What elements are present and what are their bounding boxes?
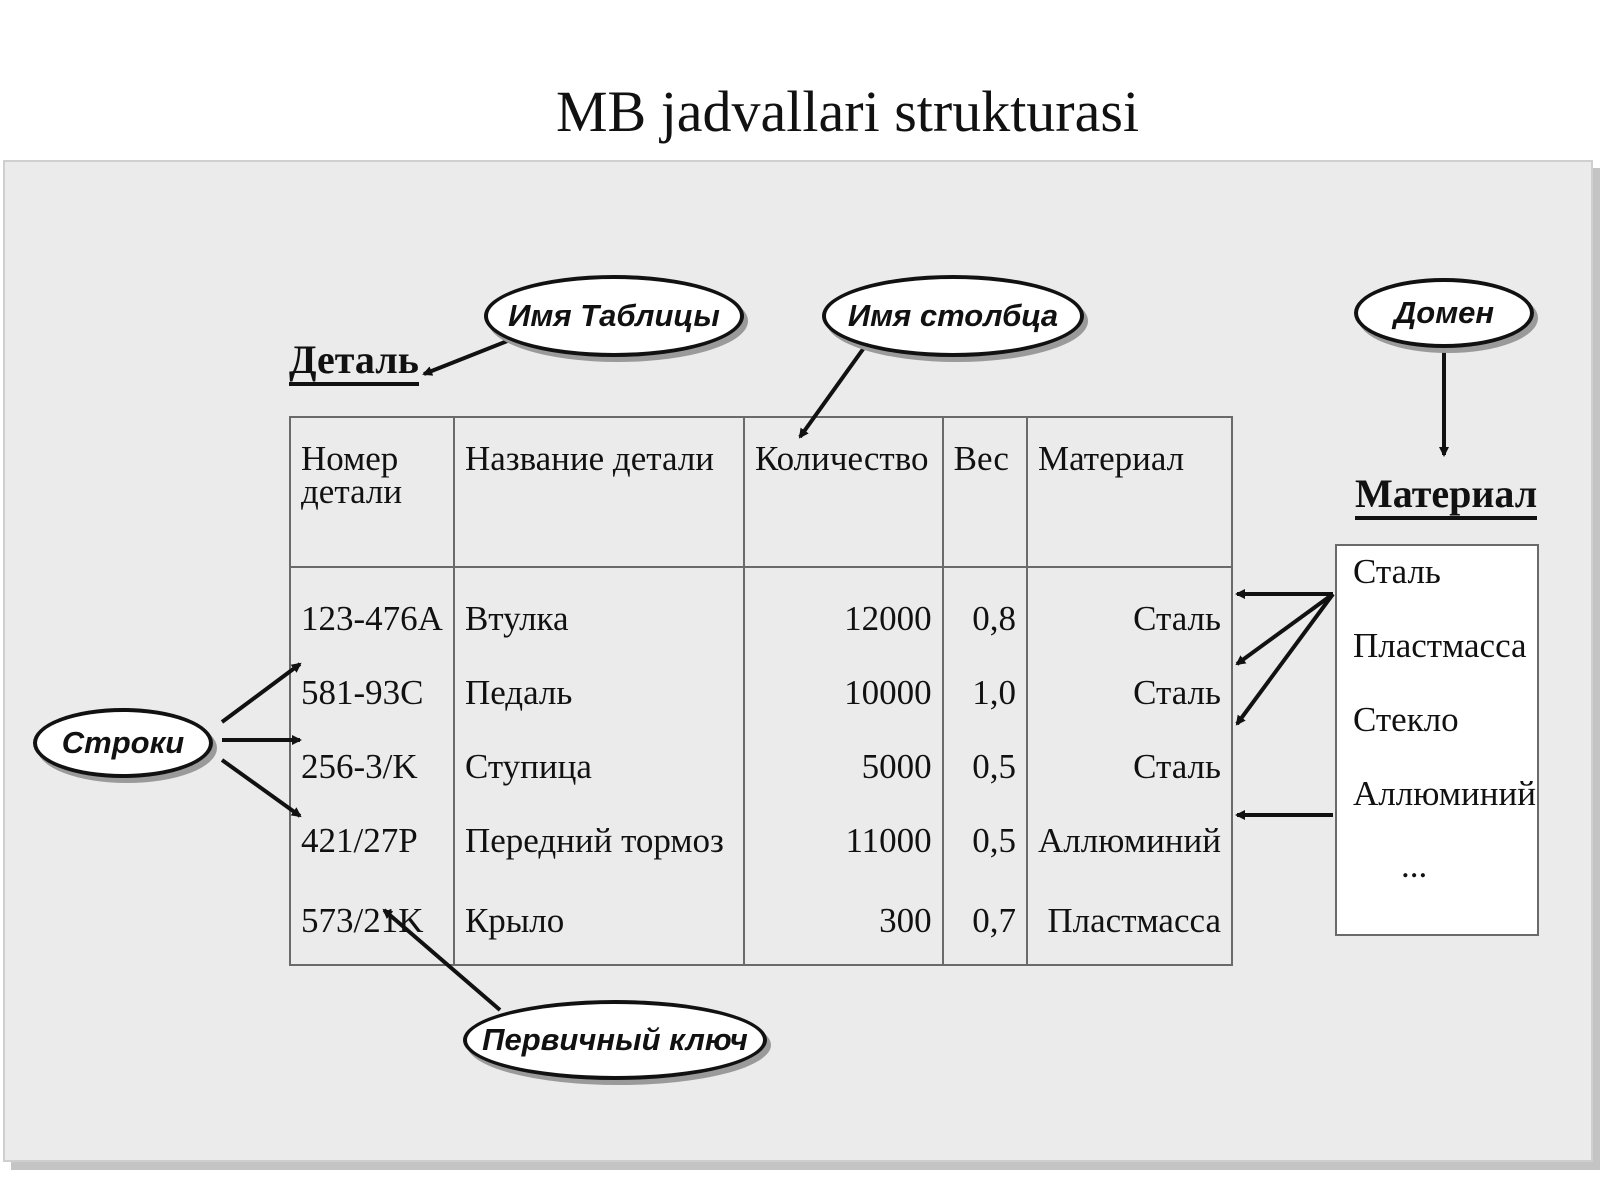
domain-value: Сталь [1353,552,1441,591]
domain-value: Аллюминий [1353,774,1536,813]
cell-quantity: 10000 [744,656,943,730]
cell-weight: 1,0 [943,656,1027,730]
arrow-primary-key [384,910,500,1010]
cell-material: Пластмасса [1027,878,1232,965]
cell-part-number: 581-93C [290,656,454,730]
cell-part-number: 123-476A [290,567,454,656]
domain-value: Стекло [1353,700,1459,739]
arrow-table-name [424,340,510,374]
domain-table-name: Материал [1355,474,1537,520]
cell-material: Сталь [1027,730,1232,804]
cell-weight: 0,8 [943,567,1027,656]
callout-rows: Строки [33,708,213,778]
cell-quantity: 11000 [744,804,943,878]
callout-primary-key: Первичный ключ [463,1000,767,1080]
cell-quantity: 5000 [744,730,943,804]
cell-material: Сталь [1027,567,1232,656]
arrow-domain-to-row-2 [1237,594,1333,664]
arrow-rows-3 [222,760,300,816]
callout-table-name: Имя Таблицы [484,275,744,357]
arrow-column-name [800,345,866,437]
detail-table-name: Деталь [289,340,419,386]
cell-weight: 0,5 [943,730,1027,804]
cell-weight: 0,7 [943,878,1027,965]
cell-part-number: 573/21K [290,878,454,965]
cell-part-name: Крыло [454,878,744,965]
column-header-quantity: Количество [744,417,943,567]
column-header-part-name: Название детали [454,417,744,567]
cell-part-number: 256-3/K [290,730,454,804]
domain-value-ellipsis: ... [1401,846,1428,885]
column-header-material: Материал [1027,417,1232,567]
slide-title: MB jadvallari strukturasi [555,79,1140,144]
callout-domain: Домен [1354,278,1534,348]
cell-part-name: Втулка [454,567,744,656]
cell-part-name: Педаль [454,656,744,730]
cell-quantity: 300 [744,878,943,965]
domain-value: Пластмасса [1353,626,1527,665]
column-header-part-number: Номер детали [290,417,454,567]
column-header-weight: Вес [943,417,1027,567]
cell-part-name: Передний тормоз [454,804,744,878]
arrow-domain-to-row-3 [1237,594,1333,724]
cell-part-name: Ступица [454,730,744,804]
callout-column-name: Имя столбца [822,275,1084,357]
cell-quantity: 12000 [744,567,943,656]
cell-material: Сталь [1027,656,1232,730]
cell-part-number: 421/27P [290,804,454,878]
cell-weight: 0,5 [943,804,1027,878]
cell-material: Аллюминий [1027,804,1232,878]
arrow-rows-1 [222,664,300,722]
